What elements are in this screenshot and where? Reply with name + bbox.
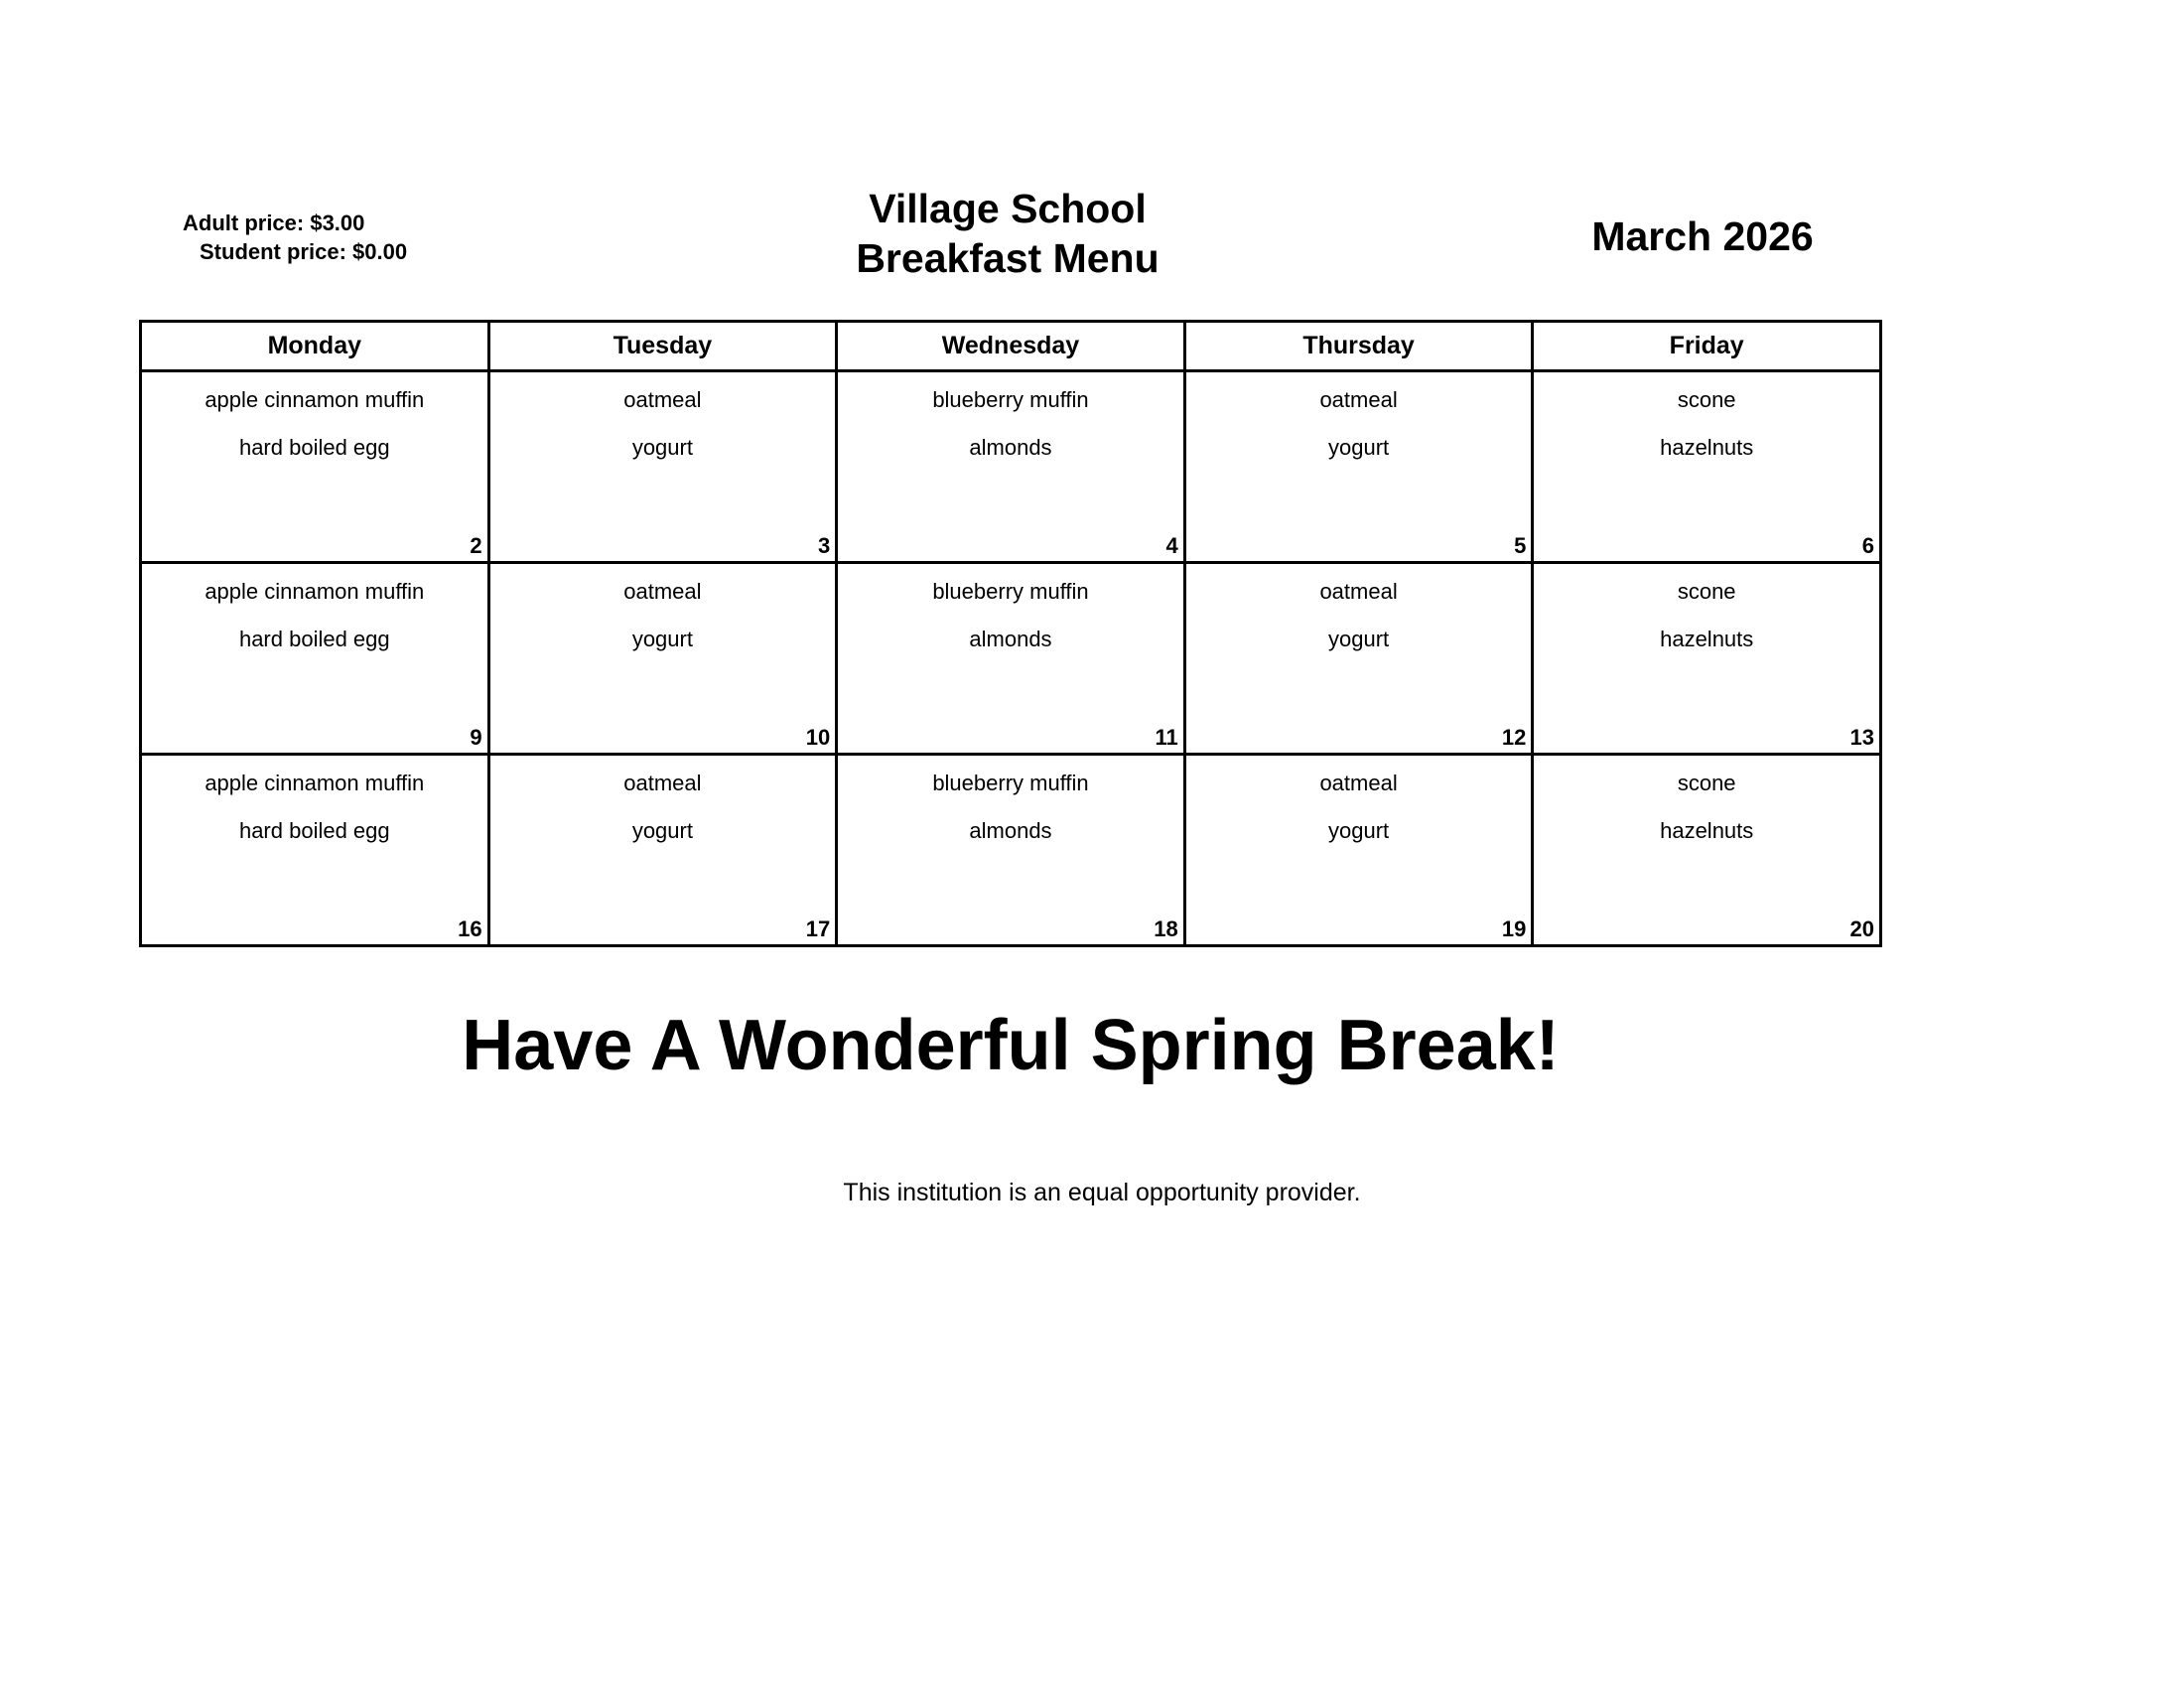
day-cell [837,563,1185,755]
menu-item: yogurt [1328,435,1390,460]
date-number: 9 [470,725,482,750]
menu-item: hazelnuts [1660,435,1754,460]
equal-opportunity-statement: This institution is an equal opportunity provider. [843,1179,1361,1206]
menu-item: scone [1677,387,1736,412]
menu-item: apple cinnamon muffin [205,771,425,795]
menu-item: hazelnuts [1660,627,1754,651]
day-cell [1184,563,1533,755]
student-price: Student price: $0.00 [200,239,408,264]
day-cell [1533,371,1881,563]
day-cell [141,755,489,946]
week-row [141,755,1881,946]
date-number: 20 [1849,916,1874,941]
date-number: 19 [1501,916,1527,941]
menu-item: oatmeal [1319,387,1398,412]
weekday-header: Tuesday [488,322,837,371]
day-cell [837,755,1185,946]
menu-item: yogurt [1328,818,1390,843]
menu-item: almonds [969,818,1052,843]
date-number: 12 [1501,725,1527,750]
date-number: 18 [1154,916,1178,941]
date-number: 3 [817,533,831,558]
weekday-header: Monday [141,322,489,371]
day-cell [488,755,837,946]
week-row [141,371,1881,563]
menu-item: hard boiled egg [238,627,390,651]
menu-item: blueberry muffin [932,579,1089,604]
menu-item: almonds [969,435,1052,460]
menu-item: hard boiled egg [238,818,390,843]
menu-item: scone [1677,771,1736,795]
date-number: 13 [1849,725,1874,750]
day-cell [1184,371,1533,563]
day-cell [488,371,837,563]
menu-item: almonds [969,627,1052,651]
date-number: 17 [805,916,831,941]
day-cell [1533,563,1881,755]
date-number: 6 [1861,533,1874,558]
weekday-header: Thursday [1184,322,1533,371]
menu-item: hazelnuts [1660,818,1754,843]
date-number: 5 [1514,533,1527,558]
menu-item: blueberry muffin [932,771,1089,795]
menu-item: oatmeal [1319,771,1398,795]
day-cell [141,563,489,755]
menu-item: hard boiled egg [238,435,390,460]
menu-item: yogurt [631,435,693,460]
day-cell [141,371,489,563]
adult-price: Adult price: $3.00 [183,211,365,235]
spring-break-banner: Have A Wonderful Spring Break! [462,1006,1560,1085]
weekday-header: Wednesday [837,322,1185,371]
day-cell [488,563,837,755]
menu-calendar [139,320,1882,947]
date-number: 4 [1165,533,1178,558]
date-number: 10 [805,725,831,750]
menu-item: scone [1677,579,1736,604]
month-label: March 2026 [1591,213,1814,259]
menu-item: oatmeal [623,387,702,412]
menu-item: apple cinnamon muffin [205,579,425,604]
menu-item: oatmeal [623,579,702,604]
menu-item: yogurt [631,627,693,651]
weekday-header-row [141,322,1881,371]
menu-item: yogurt [1328,627,1390,651]
date-number: 16 [458,916,482,941]
title-menu: Breakfast Menu [856,235,1160,281]
menu-item: oatmeal [623,771,702,795]
date-number: 2 [470,533,482,558]
week-row [141,563,1881,755]
title-school: Village School [869,186,1147,231]
page-title [809,184,1206,283]
menu-item: apple cinnamon muffin [205,387,425,412]
day-cell [837,371,1185,563]
menu-item: blueberry muffin [932,387,1089,412]
date-number: 11 [1155,725,1178,750]
weekday-header: Friday [1533,322,1881,371]
day-cell [1184,755,1533,946]
day-cell [1533,755,1881,946]
menu-item: oatmeal [1319,579,1398,604]
price-info [183,209,407,266]
menu-item: yogurt [631,818,693,843]
